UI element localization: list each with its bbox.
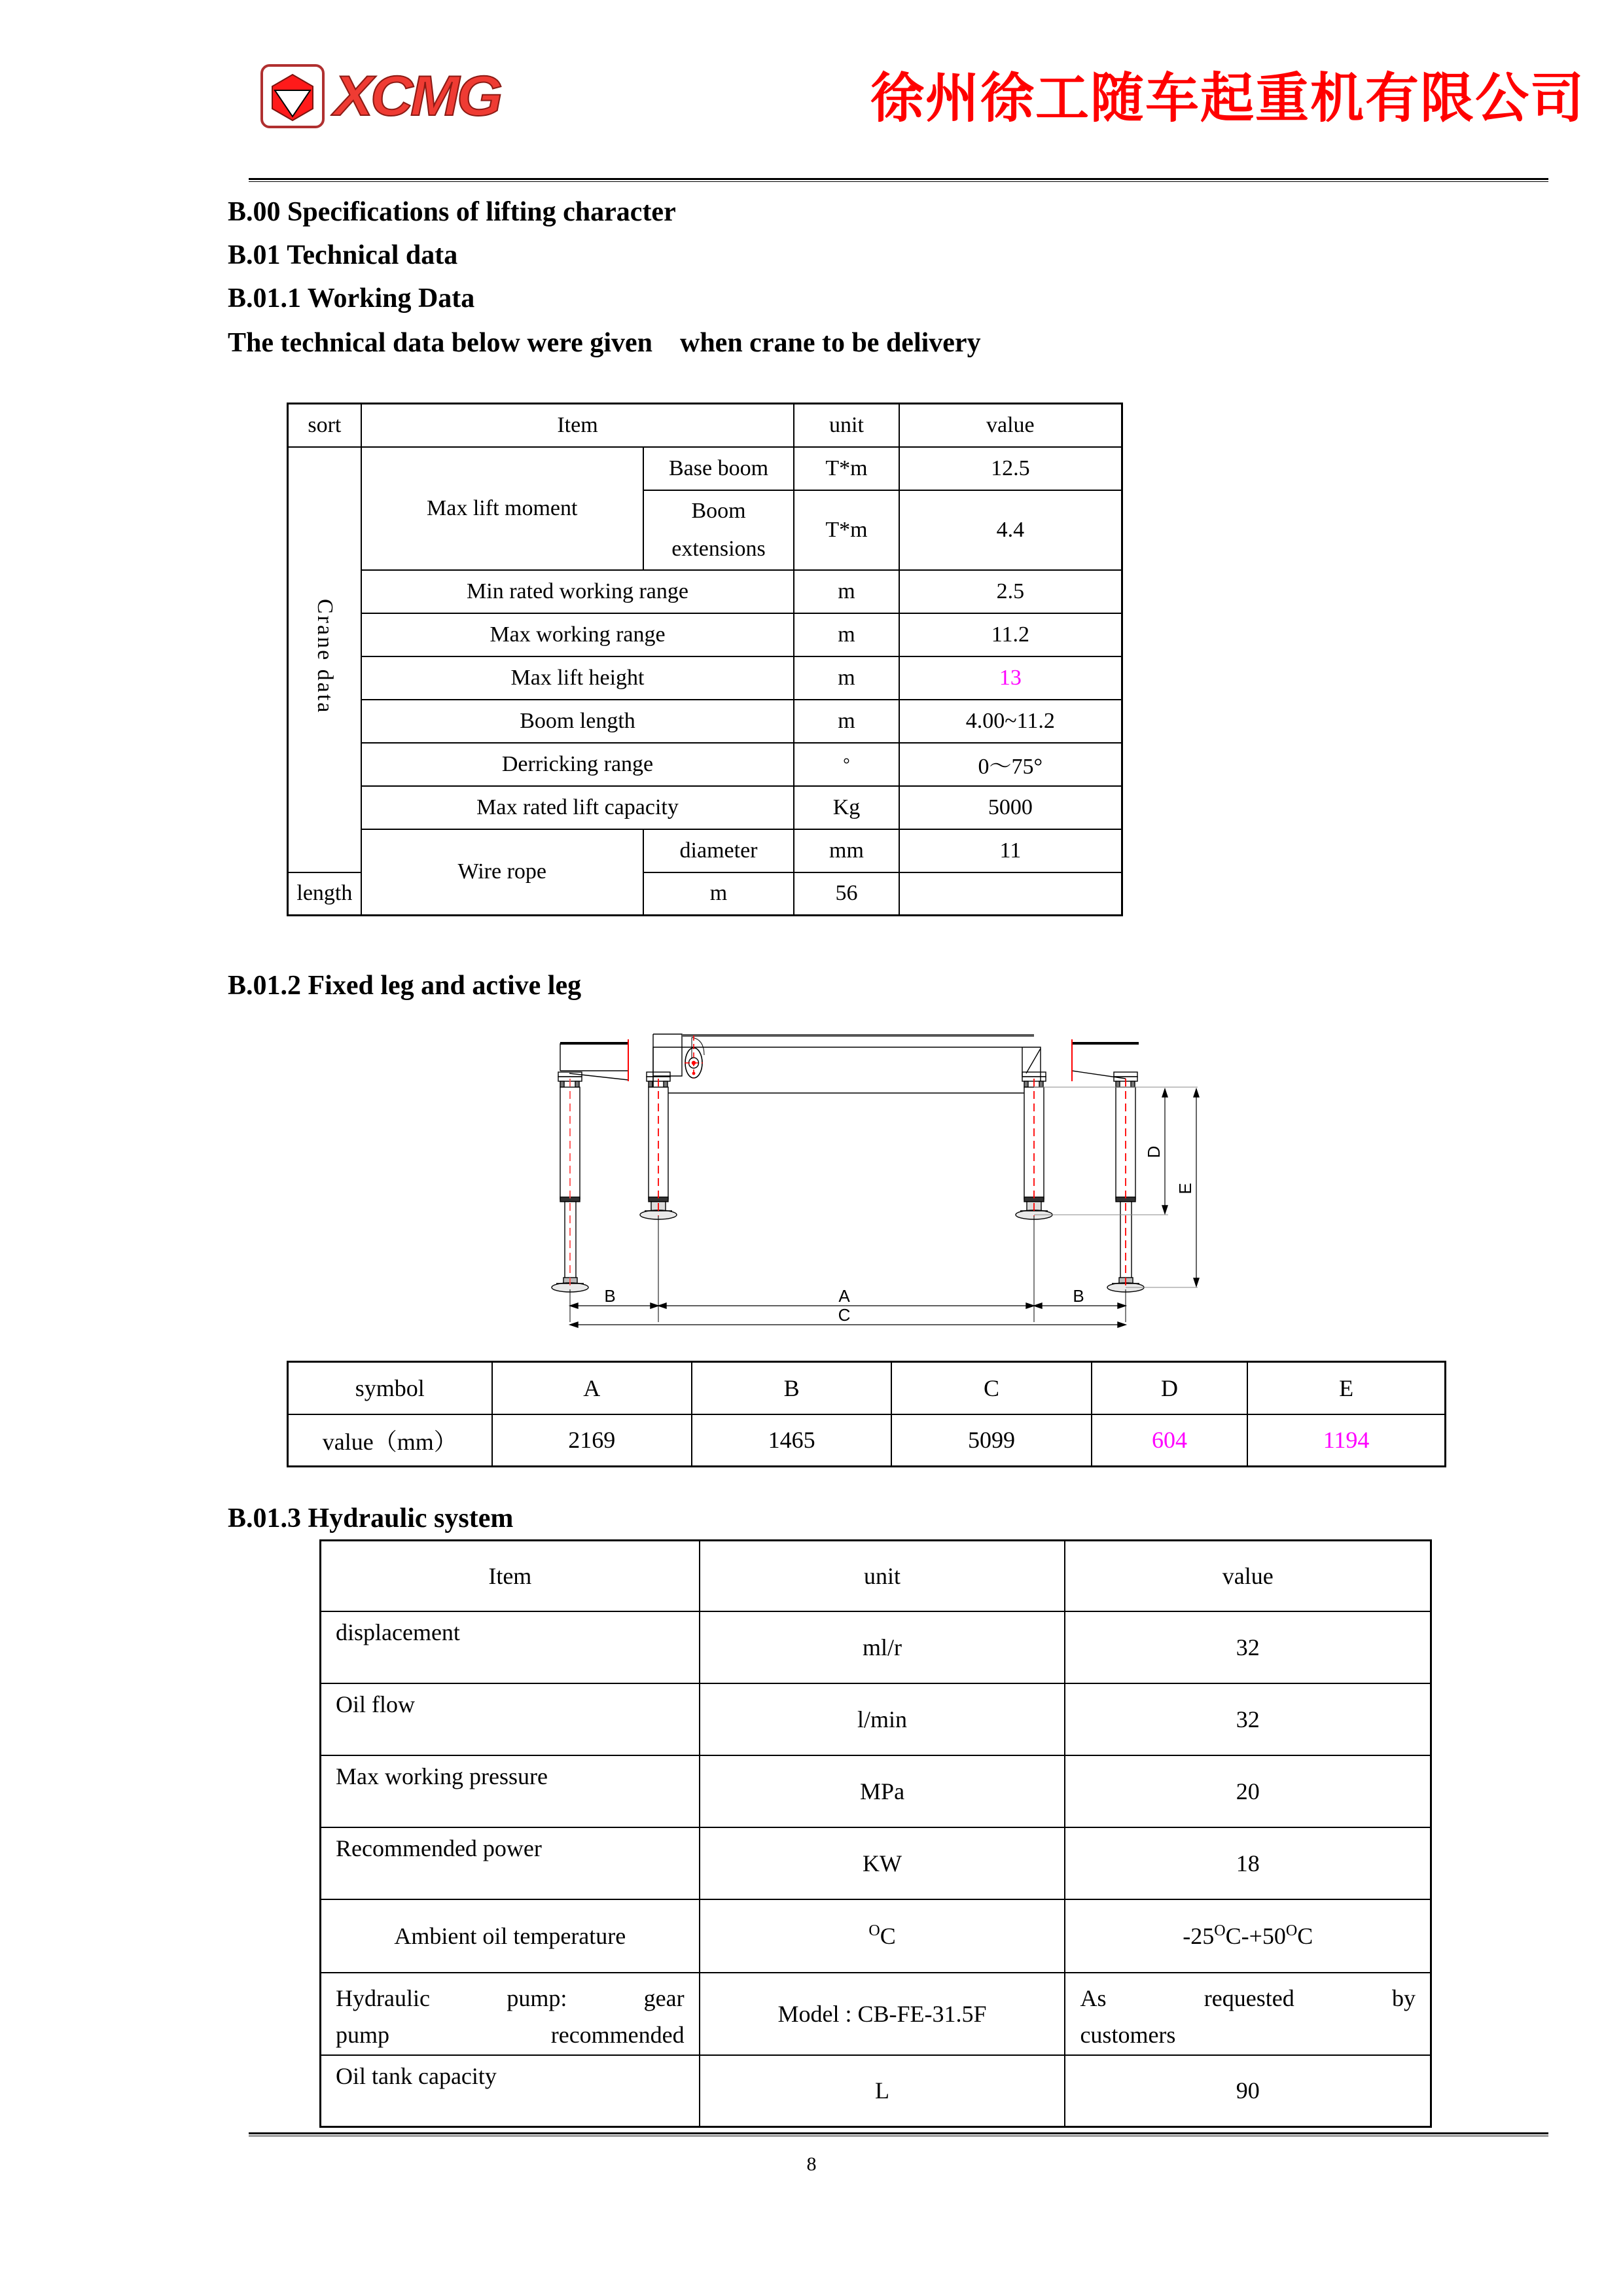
table-row (321, 1973, 1431, 2055)
table-row (321, 1899, 1431, 1973)
cell-max-lift-moment: Max lift moment (361, 447, 643, 570)
unit-c-letter: C (880, 1922, 896, 1949)
cell-unit-degree-c (700, 1899, 1065, 1973)
row-label-value-mm: value（mm） (288, 1414, 492, 1467)
cell-value-32-displacement: 32 (1065, 1611, 1431, 1683)
xcmg-hexagon-icon (260, 64, 325, 128)
cell-value-32-oilflow: 32 (1065, 1683, 1431, 1755)
value-e-highlighted: 1194 (1247, 1414, 1445, 1467)
hook-assembly-icon (685, 1035, 704, 1079)
dimension-label-D: D (1144, 1145, 1164, 1158)
cell-unit-ml-per-r: ml/r (700, 1611, 1065, 1683)
cell-value-5000: 5000 (899, 786, 1122, 829)
outrigger-leg-technical-drawing (537, 1016, 1230, 1330)
cell-value-20: 20 (1065, 1755, 1431, 1827)
symbol-e: E (1247, 1362, 1445, 1414)
value-b: 1465 (692, 1414, 891, 1467)
table-row (321, 1827, 1431, 1899)
cell-unit-degree: ° (794, 743, 899, 786)
pump-line-2: pump recommended (336, 2021, 685, 2048)
cell-value-0-75: 0～75° (899, 743, 1122, 786)
temp-high: C (1297, 1922, 1313, 1949)
cell-unit-mm: mm (794, 829, 899, 872)
col-header-item: Item (321, 1541, 700, 1611)
degree-symbol-icon-2: O (1285, 1922, 1298, 1939)
dimension-label-C: C (838, 1305, 851, 1325)
cell-length: length (288, 872, 361, 916)
cell-value-2-5: 2.5 (899, 570, 1122, 613)
cell-value-11: 11 (899, 829, 1122, 872)
value-a: 2169 (492, 1414, 692, 1467)
cell-unit-m-5: m (643, 872, 794, 916)
table-row (321, 1683, 1431, 1755)
cell-unit-mpa: MPa (700, 1755, 1065, 1827)
cell-unit-kw: KW (700, 1827, 1065, 1899)
sort-crane-data-label: Crane data (312, 598, 337, 715)
as-requested-line-2: customers (1080, 2021, 1176, 2048)
table-row (288, 656, 1122, 700)
col-header-value: value (899, 404, 1122, 447)
table-row (321, 1611, 1431, 1683)
leg-dimension-table (287, 1361, 1446, 1467)
table-row (321, 1755, 1431, 1827)
cell-max-working-pressure: Max working pressure (321, 1755, 700, 1827)
cell-value-13-highlighted: 13 (899, 656, 1122, 700)
heading-b012: B.01.2 Fixed leg and active leg (228, 971, 582, 1001)
cell-as-requested (1065, 1973, 1431, 2055)
cell-unit-tm-1: T*m (794, 447, 899, 490)
heading-b01: B.01 Technical data (228, 240, 458, 270)
company-name: 徐州徐工随车起重机有限公司 (870, 69, 1586, 128)
cell-max-rated-lift-capacity: Max rated lift capacity (361, 786, 794, 829)
table-row (288, 700, 1122, 743)
cell-min-rated-working-range: Min rated working range (361, 570, 794, 613)
cell-unit-l: L (700, 2055, 1065, 2127)
cell-recommended-power: Recommended power (321, 1827, 700, 1899)
cell-unit-kg: Kg (794, 786, 899, 829)
cell-value-temperature-range (1065, 1899, 1431, 1973)
header-divider (249, 178, 1548, 182)
table-row (321, 2055, 1431, 2127)
degree-symbol-icon-1: O (1214, 1922, 1226, 1939)
cell-unit-tm-2: T*m (794, 490, 899, 570)
cell-unit-m-3: m (794, 656, 899, 700)
symbol-d: D (1092, 1362, 1247, 1414)
sort-crane-data-cell (288, 447, 361, 872)
cell-derricking-range: Derricking range (361, 743, 794, 786)
pump-line-1: Hydraulic pump: gear (336, 1984, 685, 2011)
cell-wire-rope: Wire rope (361, 829, 643, 916)
symbol-c: C (891, 1362, 1091, 1414)
footer-divider (249, 2132, 1548, 2136)
symbol-a: A (492, 1362, 692, 1414)
col-header-unit: unit (794, 404, 899, 447)
cell-pump-model: Model : CB-FE-31.5F (700, 1973, 1065, 2055)
table-header-row (288, 404, 1122, 447)
dimension-label-E: E (1175, 1183, 1195, 1194)
cell-max-working-range: Max working range (361, 613, 794, 656)
cell-boom-length: Boom length (361, 700, 794, 743)
cell-value-56: 56 (794, 872, 899, 916)
xcmg-logo (260, 64, 501, 128)
cell-oil-tank-capacity: Oil tank capacity (321, 2055, 700, 2127)
table-row (288, 570, 1122, 613)
cell-value-4-00-11-2: 4.00~11.2 (899, 700, 1122, 743)
col-header-item: Item (361, 404, 794, 447)
cell-value-18: 18 (1065, 1827, 1431, 1899)
cell-unit-l-per-min: l/min (700, 1683, 1065, 1755)
cell-hydraulic-pump (321, 1973, 700, 2055)
cell-unit-m-1: m (794, 570, 899, 613)
working-data-table (287, 403, 1123, 916)
cell-value-12-5: 12.5 (899, 447, 1122, 490)
table-row (288, 829, 1122, 872)
degree-symbol-icon: O (868, 1922, 880, 1939)
cell-displacement: displacement (321, 1611, 700, 1683)
cell-value-4-4: 4.4 (899, 490, 1122, 570)
cell-ambient-oil-temperature: Ambient oil temperature (321, 1899, 700, 1973)
page-number: 8 (806, 2153, 817, 2175)
cell-max-lift-height: Max lift height (361, 656, 794, 700)
value-d-highlighted: 604 (1092, 1414, 1247, 1467)
table-row-symbols (288, 1362, 1446, 1414)
cell-diameter: diameter (643, 829, 794, 872)
table-row (288, 613, 1122, 656)
cell-value-90: 90 (1065, 2055, 1431, 2127)
cell-unit-m-4: m (794, 700, 899, 743)
heading-delivery-note: The technical data below were given when crane to be delivery (228, 328, 981, 358)
cell-oil-flow: Oil flow (321, 1683, 700, 1755)
xcmg-wordmark: XCMG (334, 65, 501, 128)
outrigger-leg-1 (552, 1072, 588, 1292)
col-header-value: value (1065, 1541, 1431, 1611)
as-requested-line-1: As requested by (1080, 1984, 1416, 2011)
outrigger-leg-4 (1107, 1072, 1144, 1292)
heading-b013: B.01.3 Hydraulic system (228, 1503, 514, 1534)
page-header (0, 46, 1623, 160)
table-row-values (288, 1414, 1446, 1467)
value-c: 5099 (891, 1414, 1091, 1467)
dimension-label-B-left: B (604, 1286, 616, 1306)
temp-mid: C-+50 (1225, 1922, 1286, 1949)
heading-b011: B.01.1 Working Data (228, 283, 475, 314)
symbol-b: B (692, 1362, 891, 1414)
hexagon-triangle-icon (270, 73, 315, 122)
hydraulic-system-table (319, 1539, 1432, 2128)
table-header-row (321, 1541, 1431, 1611)
dimension-label-B-right: B (1073, 1286, 1084, 1306)
heading-b00: B.00 Specifications of lifting character (228, 197, 676, 227)
table-row (288, 743, 1122, 786)
row-label-symbol: symbol (288, 1362, 492, 1414)
cell-boom-extensions: Boom extensions (643, 490, 794, 570)
temp-low: -25 (1183, 1922, 1215, 1949)
cell-value-11-2: 11.2 (899, 613, 1122, 656)
table-row (288, 786, 1122, 829)
cell-base-boom: Base boom (643, 447, 794, 490)
col-header-unit: unit (700, 1541, 1065, 1611)
col-header-sort: sort (288, 404, 361, 447)
cell-unit-m-2: m (794, 613, 899, 656)
dimension-label-A: A (838, 1286, 850, 1306)
